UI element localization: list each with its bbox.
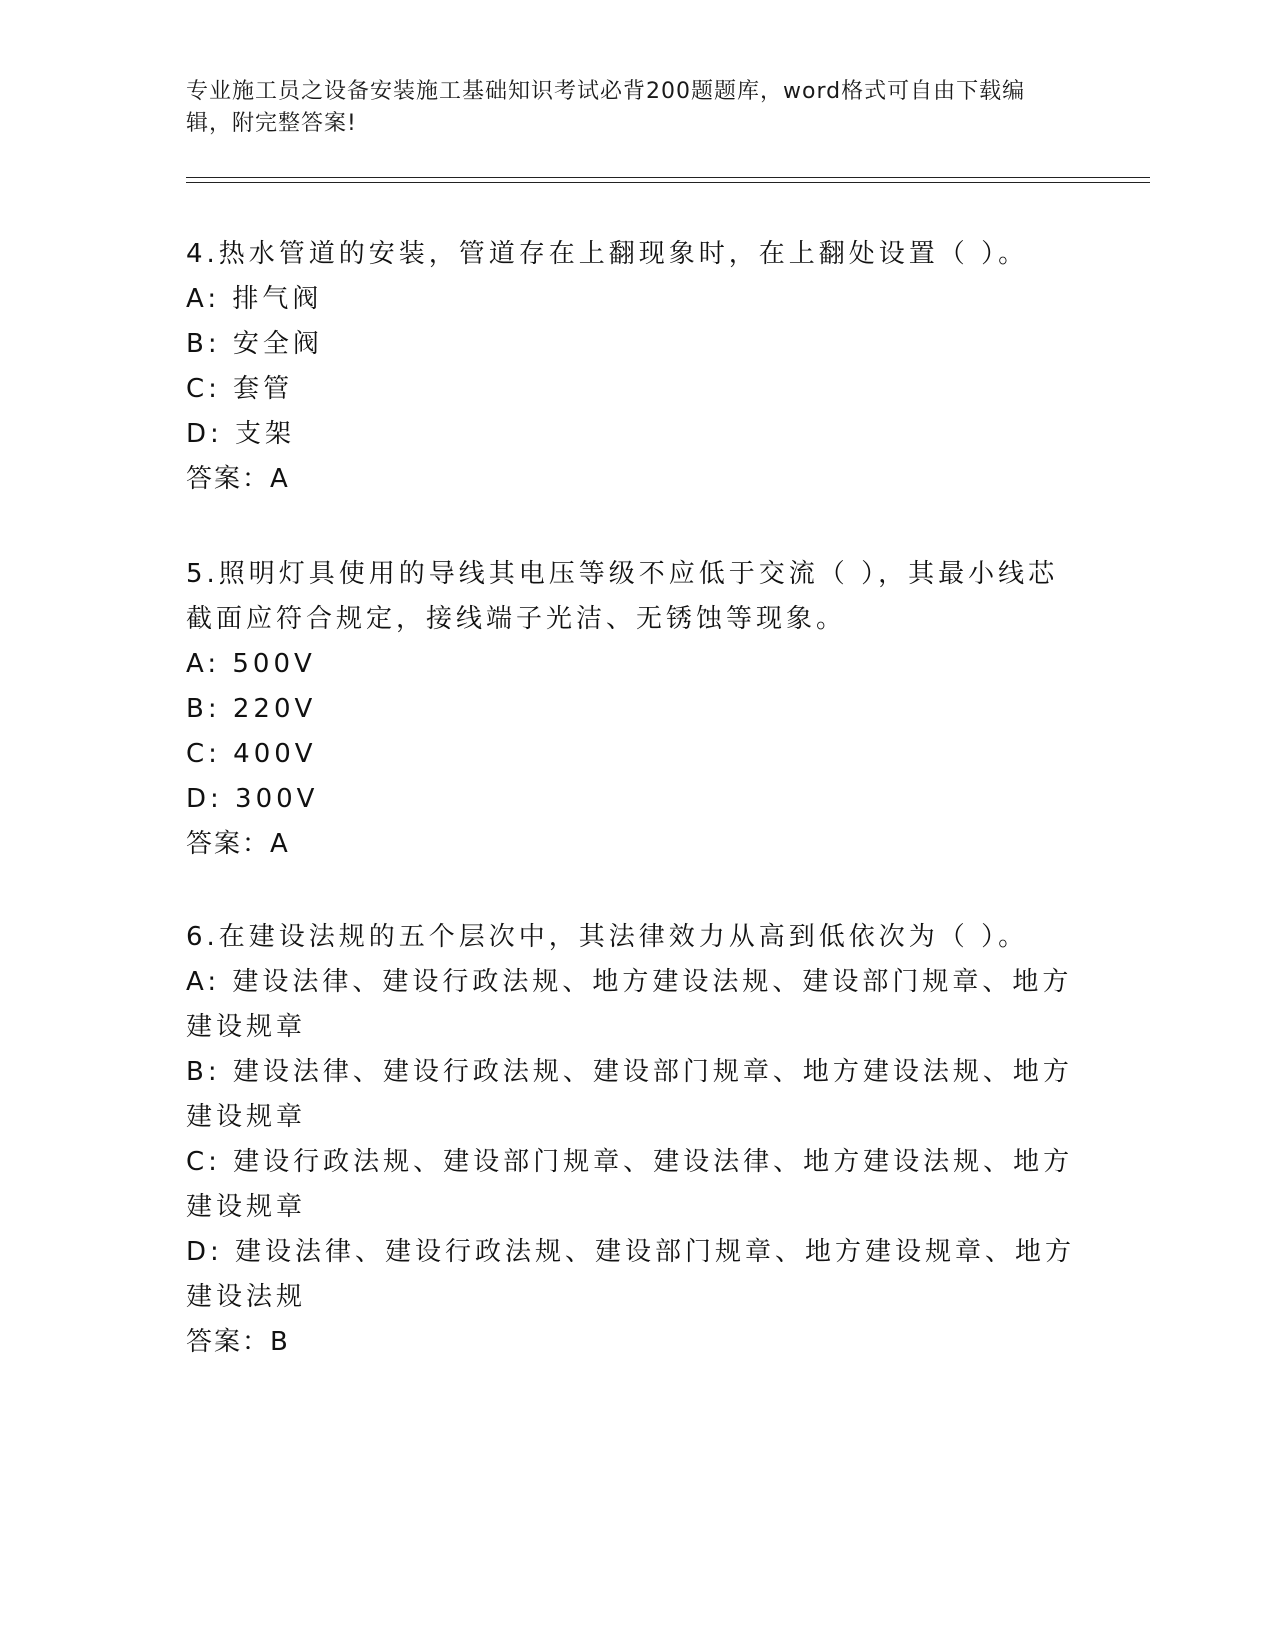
question-stem: 5.照明灯具使用的导线其电压等级不应低于交流（ ），其最小线芯截面应符合规定，接线端子光洁、无锈蚀等现象。 xyxy=(186,559,1059,634)
option-c: C: 建设行政法规、建设部门规章、建设法律、地方建设法规、地方建设规章 xyxy=(186,1147,1074,1222)
question-stem: 6.在建设法规的五个层次中，其法律效力从高到低依次为（ ）。 xyxy=(186,922,1029,952)
option-d: D: 支架 xyxy=(186,419,296,449)
header-divider-top xyxy=(186,177,1150,178)
option-c: C: 400V xyxy=(186,739,317,769)
document-header-title: 专业施工员之设备安装施工基础知识考试必背200题题库，word格式可自由下载编辑，附完整答案! xyxy=(186,79,1026,136)
header-divider-bottom xyxy=(186,182,1150,183)
option-b: B: 安全阀 xyxy=(186,329,323,359)
answer: 答案：A xyxy=(186,464,290,494)
option-c: C: 套管 xyxy=(186,374,294,404)
question-6 xyxy=(186,915,1076,1365)
option-d: D: 建设法律、建设行政法规、建设部门规章、地方建设规章、地方建设法规 xyxy=(186,1237,1076,1312)
question-4 xyxy=(186,232,1076,502)
option-d: D: 300V xyxy=(186,784,319,814)
question-5 xyxy=(186,552,1076,867)
answer: 答案：A xyxy=(186,829,290,859)
option-a: A: 建设法律、建设行政法规、地方建设法规、建设部门规章、地方建设规章 xyxy=(186,967,1073,1042)
option-b: B: 220V xyxy=(186,694,317,724)
question-stem: 4.热水管道的安装，管道存在上翻现象时，在上翻处设置（ ）。 xyxy=(186,239,1029,269)
option-a: A: 排气阀 xyxy=(186,284,323,314)
option-a: A: 500V xyxy=(186,649,316,679)
option-b: B: 建设法律、建设行政法规、建设部门规章、地方建设法规、地方建设规章 xyxy=(186,1057,1073,1132)
answer: 答案：B xyxy=(186,1327,290,1357)
